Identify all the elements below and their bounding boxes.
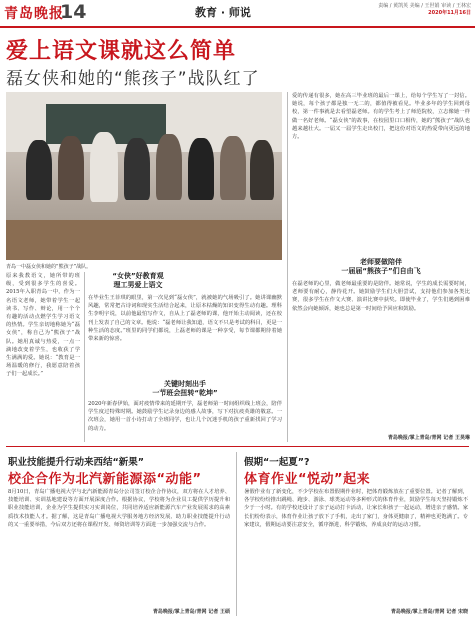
lead-subhead-2: 关键时刻出手 一节班会扭转“乾坤” [152,380,218,397]
lead-body-2: 2020年新春伊始，面对疫情带来的延期开学，磊老师第一时间组织线上班会，陪伴学生度过特殊时期。她鼓励学生记录身边的感人故事，写下对抗疫英雄的敬意。一次班会，她用一首小诗打动了全班同学，也让几个沉迷手机的孩子重新找回了学习的动力。 [88,401,282,432]
lead-byline: 青岛晚报/掌上青岛/青网 记者 王昊琳 [387,435,470,441]
editor-credits: 责编 / 黄凯英 美编 / 王世娟 审读 / 王林宏 [378,3,471,9]
page-header [0,0,475,28]
lead-photo [6,92,282,260]
lead-subhead-1: “女侠”好教育观 理工男爱上语文 [112,272,164,289]
issue-date: 2020年11月16日 [428,10,471,16]
newspaper-masthead: 青岛晚报 [4,6,64,22]
section-title: 教育 · 师说 [195,6,251,19]
story2-headline-top: 职业技能提升行动来西结“新果” [8,457,144,468]
lead-subheadline: 磊女侠和她的“熊孩子”战队红了 [6,69,260,89]
lead-subhead-3: 老师要做陪伴 一届届“熊孩子”们自由飞 [341,258,421,275]
lead-body-1: 在毕业生王菲琪的眼里，第一次见到“磊女侠”，就被她的气场吸引了。她讲课幽默风趣，常常把古诗词和现实生活结合起来，让原本枯燥的知识变得生动有趣。理科生李明宇说，以前他最怕写作文，自从上了磊老师的课，他开始主动阅读，还在校刊上发表了自己的文章。他说：“磊老师让我知道，语文不只是考试的科目，更是一种生活的态度。”班里的同学们都说，上磊老师的课是一种享受，每节课都期待着她带来新的惊喜。 [88,295,282,343]
story2-headline: 校企合作为北汽新能源添“动能” [8,472,202,487]
lead-intro-text: 原来我教语文，她所带的班级，受到很多学生的喜爱。2015年入职青岛一中，作为一名语文老师，她带着学生一起读书、写作、辩论，用一个个有趣的活动点燃学生学习语文的热情。学生亲切地称她为“磊女侠”，称自己为“熊孩子”战队。她用真诚与热爱，一点一滴地改变着学生，也收获了学生满满的爱。她说：“教育是一场温暖的修行，我愿意陪着孩子们一起成长。” [6,273,80,378]
story3-headline-top: 假期“一起夏”? [244,457,310,468]
story3-byline: 青岛晚报/掌上青岛/青网 记者 宋晓 [390,609,468,615]
header-meta [378,3,471,17]
story2-byline: 青岛晚报/掌上青岛/青网 记者 王硕 [152,609,230,615]
lead-body-3: 爱的传递有很多，她在高三毕业班的最后一课上，给每个学生写了一封信。她说，每个孩子都是独一无二的，都值得被看见。毕业多年的学生回到母校，第一件事就是去看望磊老师。有的学生考上了师范院校，立志像她一样做一名好老师。“磊女侠”的故事，在校园里口口相传，她的“熊孩子”战队也越来越壮大。一届又一届学生走出校门，把这份对语文的热爱带向更远的地方。 [292,93,470,141]
story3-body: 暑假作业有了新变化，不少学校在布置假期作业时，把体育锻炼放在了重要位置。记者了解到，各学校纷纷推出跳绳、跑步、游泳、球类运动等多种形式的体育作业，鼓励学生每天坚持锻炼不少于一小时。有的学校还设计了亲子运动打卡活动，让家长和孩子一起运动，增进亲子感情。家长们纷纷表示，体育作业让孩子放下了手机，走出了家门，身体更健康了，精神也更饱满了。专家建议，假期运动要注意安全，循序渐进，科学锻炼，养成良好的运动习惯。 [244,489,468,528]
lead-headline: 爱上语文课就这么简单 [6,39,237,64]
photo-caption: 青岛一中磊女侠和她的“熊孩子”战队。 [6,264,92,270]
page-number: 14 [60,1,87,23]
story2-body: 8月10日，青岛广播电视大学与北汽新能源青岛分公司签订校企合作协议，双方将在人才培养、技能培训、实训基地建设等方面开展深度合作。根据协议，学校将为企业员工提供学历提升和职业技能培训，企业为学生提供实习实训岗位，共同培养适应新能源汽车产业发展需求的高素质技术技能人才。据了解，这是青岛广播电视大学服务地方经济发展、助力职业技能提升行动的又一重要举措，今后双方还将在课程开发、师资培训等方面进一步加强交流与合作。 [8,489,230,528]
story3-headline: 体育作业“悦动”起来 [244,472,371,487]
lead-body-4: 在磊老师的心里，做老师最重要的是陪伴。她常说，学生的成长需要时间，老师要有耐心，静待花开。她鼓励学生们大胆尝试，支持他们参加各类比赛，很多学生在作文大赛、演讲比赛中获奖。即使毕业了，学生们遇到困难依然会向她倾诉，她也总是第一时间给予回应和鼓励。 [292,281,470,312]
